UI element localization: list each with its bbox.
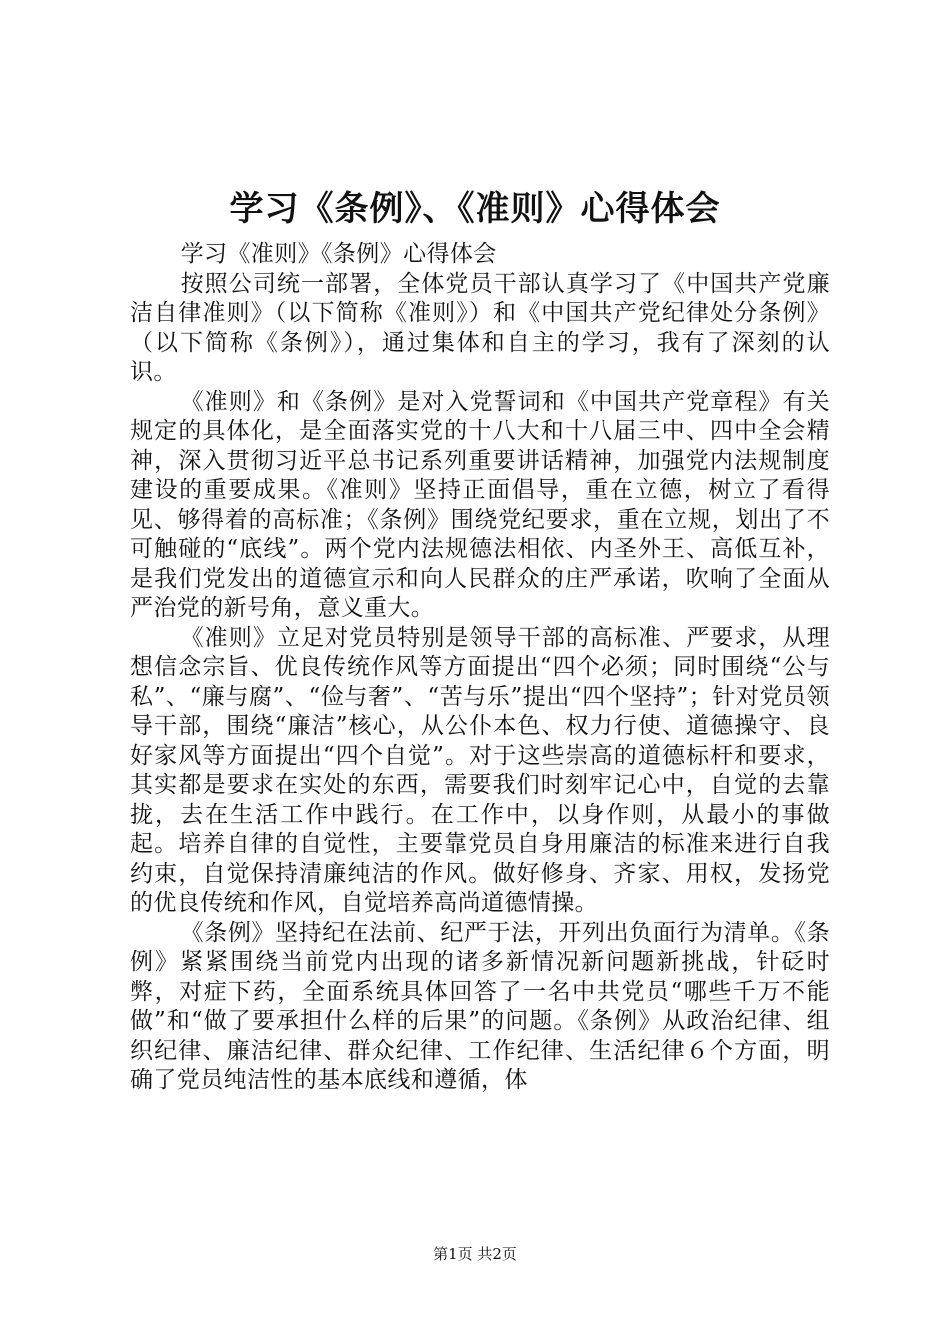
subtitle-paragraph: 学习《准则》《条例》心得体会	[180, 241, 497, 267]
page-total: 共2页	[477, 1245, 517, 1263]
body-paragraph: 《准则》立足对党员特别是领导干部的高标准、严要求，从理想信念宗旨、优良传统作风等方面提出“四个必须；同时围绕“公与私”、“廉与腐”、“俭与奢”、“苦与乐”提出“四个坚持”；针对党员领导干部，围绕“廉洁”核心，从公仆本色、权力行使、道德操守、良好家风等方面提出“四个自觉”。对于这些崇高的道德标杆和要求，其实都是要求在实处的东西，需要我们时刻牢记心中，自觉的去靠拢，去在生活工作中践行。在工作中，以身作则，从最小的事做起。培养自律的自觉性，主要靠党员自身用廉洁的标准来进行自我约束，自觉保持清廉纯洁的作风。做好修身、齐家、用权，发扬党的优良传统和作风，自觉培养高尚道德情操。	[130, 624, 830, 916]
document-body	[130, 240, 830, 1096]
body-paragraph: 《条例》坚持纪在法前、纪严于法，开列出负面行为清单。《条例》紧紧围绕当前党内出现的诸多新情况新问题新挑战，针砭时弊，对症下药，全面系统具体回答了一名中共党员“哪些千万不能做”和“做了要承担什么样的后果”的问题。《条例》从政治纪律、组织纪律、廉洁纪律、群众纪律、工作纪律、生活纪律６个方面，明确了党员纯洁性的基本底线和遵循，体	[130, 919, 830, 1093]
document-title: 学习《条例》、《准则》心得体会	[229, 189, 721, 229]
page-footer	[0, 1244, 950, 1264]
body-paragraph: 按照公司统一部署，全体党员干部认真学习了《中国共产党廉洁自律准则》（以下简称《准则》）和《中国共产党纪律处分条例》（以下简称《条例》），通过集体和自主的学习，我有了深刻的认识。	[130, 270, 830, 385]
body-paragraph: 《准则》和《条例》是对入党誓词和《中国共产党章程》有关规定的具体化，是全面落实党的十八大和十八届三中、四中全会精神，深入贯彻习近平总书记系列重要讲话精神，加强党内法规制度建设的重要成果。《准则》坚持正面倡导，重在立德，树立了看得见、够得着的高标准；《条例》围绕党纪要求，重在立规，划出了不可触碰的“底线”。两个党内法规德法相依、内圣外王、高低互补，是我们党发出的道德宣示和向人民群众的庄严承诺，吹响了全面从严治党的新号角，意义重大。	[130, 388, 830, 621]
page-number: 第1页	[433, 1245, 473, 1263]
